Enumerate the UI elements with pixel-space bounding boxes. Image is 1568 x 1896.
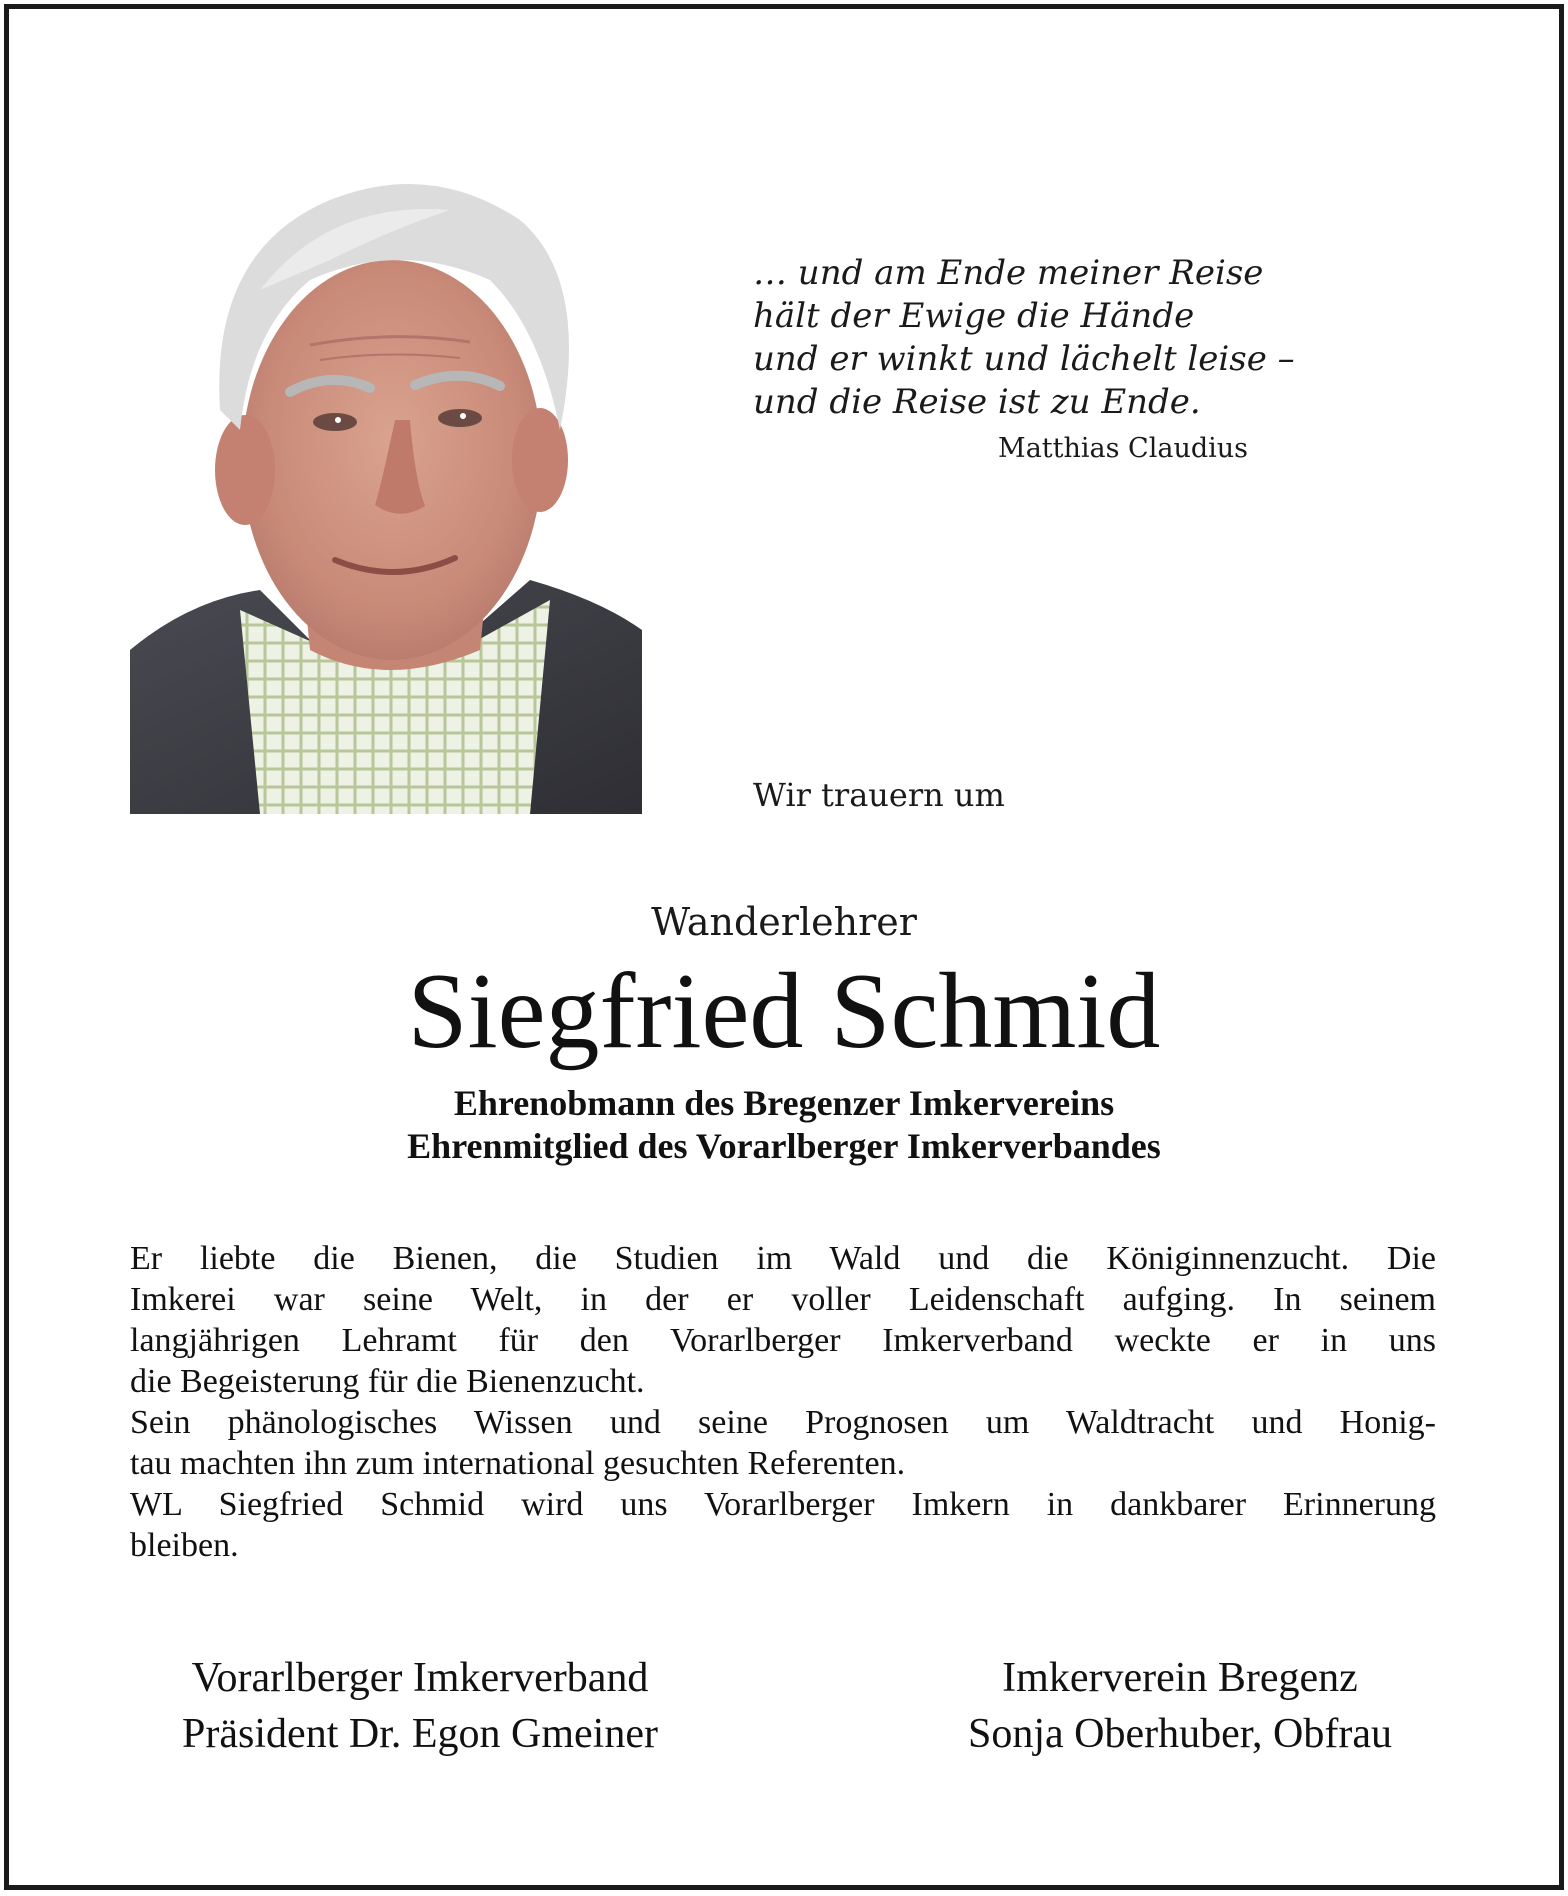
quote-author: Matthias Claudius bbox=[998, 433, 1248, 464]
poem-quote bbox=[753, 252, 1295, 424]
signature-organization: Vorarlberger Imkerverband bbox=[191, 1655, 649, 1701]
tribute-text bbox=[130, 1238, 1436, 1566]
mourning-intro: Wir trauern um bbox=[753, 776, 1005, 814]
title-prefix: Wanderlehrer bbox=[651, 900, 917, 944]
quote-line: … und am Ende meiner Reise bbox=[753, 253, 1264, 293]
quote-line: und er winkt und lächelt leise – bbox=[753, 339, 1295, 379]
portrait-illustration bbox=[130, 130, 642, 814]
tribute-line: WL Siegfried Schmid wird uns Vorarlberger Imkern in dankbarer Erinnerung bbox=[130, 1486, 1436, 1523]
honors-block bbox=[0, 1082, 1568, 1168]
signature-person: Sonja Oberhuber, Obfrau bbox=[967, 1711, 1393, 1757]
tribute-line: Er liebte die Bienen, die Studien im Wald und die Königinnenzucht. Die bbox=[130, 1240, 1436, 1277]
honor-line: Ehrenmitglied des Vorarlberger Imkerverbandes bbox=[407, 1126, 1161, 1166]
honor-line: Ehrenobmann des Bregenzer Imkervereins bbox=[453, 1083, 1115, 1123]
signature-person: Präsident Dr. Egon Gmeiner bbox=[182, 1711, 658, 1757]
tribute-line: Sein phänologisches Wissen und seine Prognosen um Waldtracht und Honig- bbox=[130, 1404, 1436, 1441]
tribute-line: bleiben. bbox=[130, 1527, 239, 1564]
tribute-line: tau machten ihn zum international gesuchten Referenten. bbox=[130, 1445, 906, 1482]
quote-line: und die Reise ist zu Ende. bbox=[753, 382, 1201, 422]
deceased-name: Siegfried Schmid bbox=[407, 952, 1161, 1071]
tribute-line: die Begeisterung für die Bienenzucht. bbox=[130, 1363, 645, 1400]
tribute-line: Imkerei war seine Welt, in der er voller Leidenschaft aufging. In seinem bbox=[130, 1281, 1436, 1318]
signature-organization: Imkerverein Bregenz bbox=[1002, 1655, 1358, 1701]
signature-left bbox=[120, 1650, 720, 1762]
portrait-photo bbox=[130, 130, 642, 814]
signature-right bbox=[880, 1650, 1480, 1762]
tribute-line: langjährigen Lehramt für den Vorarlberger Imkerverband weckte er in uns bbox=[130, 1322, 1436, 1359]
quote-line: hält der Ewige die Hände bbox=[753, 296, 1195, 336]
